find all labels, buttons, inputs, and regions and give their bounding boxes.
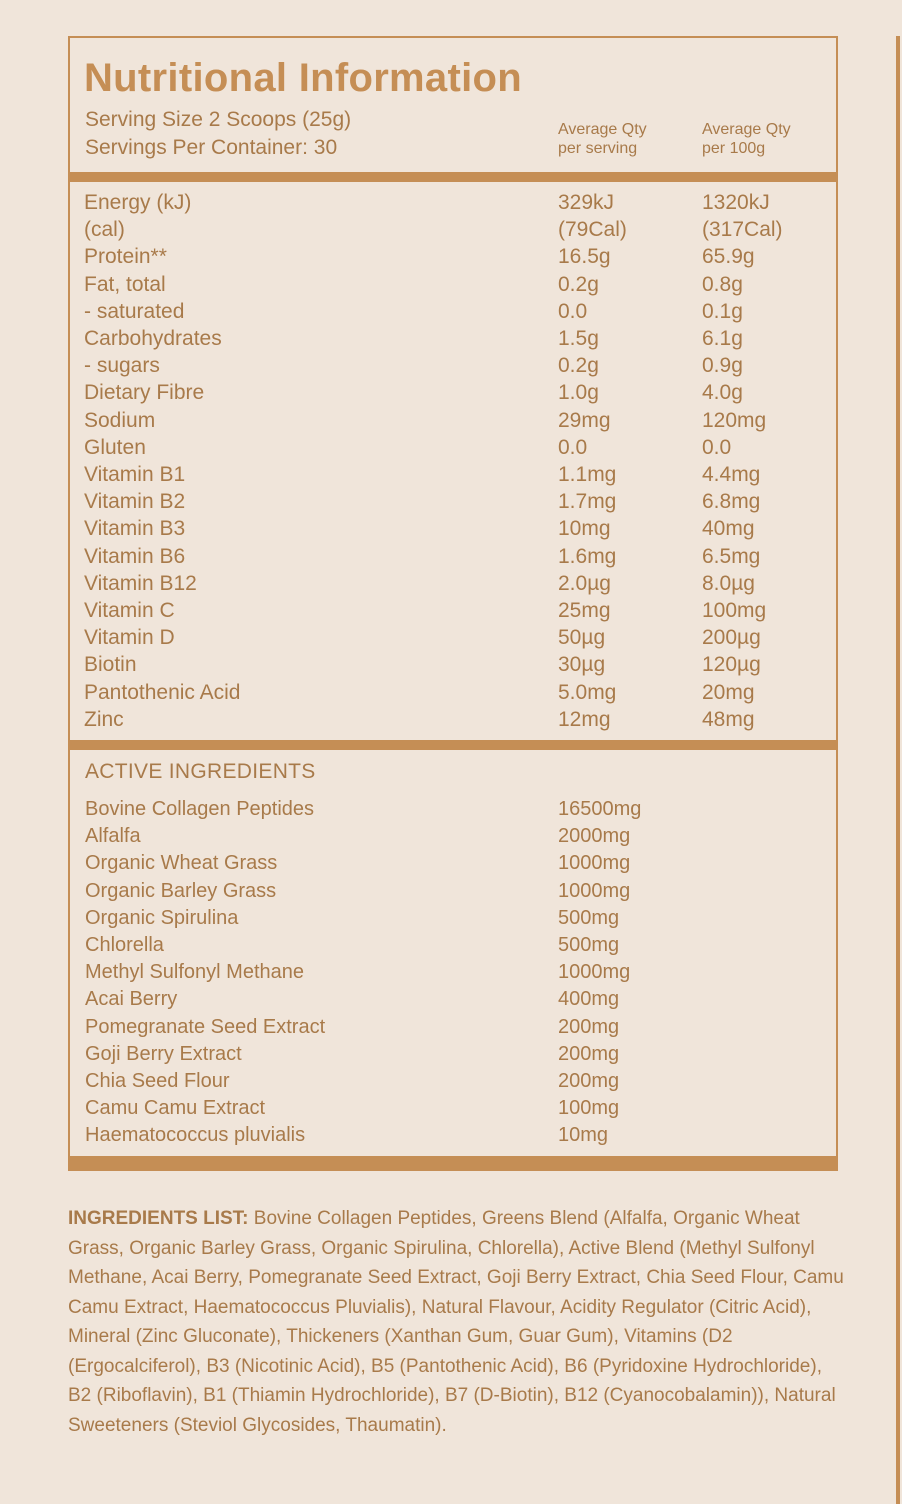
per-serving-value: 2.0µg — [558, 571, 611, 595]
table-row — [85, 1041, 825, 1068]
nutrient-name: Vitamin C — [84, 599, 175, 622]
nutrition-panel — [68, 36, 838, 1171]
right-edge-rule — [896, 36, 900, 1504]
per-100g-value: 48mg — [702, 707, 755, 731]
per-serving-value: 50µg — [558, 626, 606, 650]
per-serving-value: 1.5g — [558, 327, 599, 350]
table-row — [84, 189, 824, 216]
panel-title: Nutritional Information — [84, 56, 522, 100]
ingredient-name: Haematococcus pluvialis — [85, 1124, 306, 1147]
ingredient-name: Acai Berry — [85, 988, 178, 1011]
table-row — [85, 796, 825, 823]
table-row — [84, 570, 824, 597]
ingredient-amount: 1000mg — [558, 852, 631, 875]
column-header-per-serving — [558, 120, 647, 158]
column-header-line: Average Qty — [702, 121, 791, 138]
column-header-line: per serving — [558, 140, 638, 157]
nutrient-name: - sugars — [84, 354, 160, 378]
per-100g-value: 20mg — [702, 680, 755, 704]
ingredient-name: Alfalfa — [85, 825, 141, 848]
table-row — [85, 878, 825, 905]
table-row — [84, 515, 824, 542]
ingredients-label: INGREDIENTS LIST: — [68, 1208, 249, 1229]
table-row — [85, 1068, 825, 1095]
table-row — [85, 959, 825, 986]
per-100g-value: 200µg — [702, 626, 761, 650]
per-100g-value: 6.1g — [702, 327, 743, 350]
nutrient-name: - saturated — [84, 299, 185, 323]
table-row — [85, 1014, 825, 1041]
ingredient-amount: 200mg — [558, 1042, 620, 1065]
nutrient-name: Vitamin B2 — [84, 490, 186, 514]
per-100g-value: 8.0µg — [702, 571, 755, 595]
divider-bar — [70, 1156, 836, 1169]
nutrient-name: (cal) — [84, 218, 125, 242]
per-serving-value: (79Cal) — [558, 218, 627, 242]
ingredient-name: Organic Spirulina — [85, 906, 239, 929]
ingredient-name: Goji Berry Extract — [85, 1042, 242, 1065]
ingredient-amount: 200mg — [558, 1015, 620, 1038]
nutrient-name: Biotin — [84, 653, 137, 677]
per-100g-value: 120mg — [702, 408, 767, 432]
ingredient-name: Chlorella — [85, 934, 164, 956]
per-serving-value: 25mg — [558, 599, 611, 622]
ingredient-amount: 500mg — [558, 934, 620, 956]
column-header-line: Average Qty — [558, 121, 647, 138]
table-row — [84, 352, 824, 379]
ingredient-amount: 2000mg — [558, 825, 631, 848]
ingredient-name: Bovine Collagen Peptides — [85, 798, 315, 820]
ingredient-name: Methyl Sulfonyl Methane — [85, 961, 305, 984]
per-100g-value: 100mg — [702, 599, 767, 622]
nutrient-name: Energy (kJ) — [84, 191, 192, 214]
per-serving-value: 5.0mg — [558, 680, 617, 704]
per-100g-value: 120µg — [702, 653, 761, 677]
table-row — [84, 434, 824, 461]
per-serving-value: 10mg — [558, 517, 611, 541]
per-100g-value: 6.8mg — [702, 490, 761, 514]
ingredient-name: Organic Barley Grass — [85, 879, 277, 902]
nutrient-name: Dietary Fibre — [84, 381, 205, 405]
nutrient-name: Sodium — [84, 408, 156, 432]
table-row — [85, 850, 825, 877]
serving-info — [85, 106, 351, 162]
per-100g-value: 0.1g — [702, 299, 743, 323]
servings-per-container: Servings Per Container: 30 — [85, 136, 338, 159]
nutrient-name: Vitamin B3 — [84, 517, 186, 541]
table-row — [84, 461, 824, 488]
per-serving-value: 329kJ — [558, 191, 615, 214]
table-row — [84, 543, 824, 570]
table-row — [85, 932, 825, 959]
column-header-line: per 100g — [702, 140, 766, 157]
nutrient-name: Pantothenic Acid — [84, 680, 241, 704]
per-100g-value: 4.4mg — [702, 463, 761, 486]
divider-bar — [70, 740, 836, 750]
per-100g-value: 65.9g — [702, 245, 755, 269]
per-serving-value: 30µg — [558, 653, 606, 677]
active-ingredients-heading: ACTIVE INGREDIENTS — [85, 760, 316, 783]
ingredient-amount: 10mg — [558, 1124, 609, 1147]
ingredient-name: Chia Seed Flour — [85, 1070, 230, 1092]
table-row — [84, 216, 824, 243]
ingredients-text: Bovine Collagen Peptides, Greens Blend (Alfalfa, Organic Wheat Grass, Organic Barley Grass, Organic Spirulina, Chlorella), Active Blend (Methyl Sulfonyl Methane, Acai Berry, Pomegranate Seed Extract, Goji Berry Extract, Chia Seed Flour, Camu Camu Extract, Haematococcus Pluvialis), Natural Flavour, Acidity Regulator (Citric Acid), Mineral (Zinc Gluconate), Thickeners (Xanthan Gum, Guar Gum), Vitamins (D2 (Ergocalciferol), B3 (Nicotinic Acid), B5 (Pantothenic Acid), B6 (Pyridoxine Hydrochloride), B2 (Riboflavin), B1 (Thiamin Hydrochloride), B7 (D-Biotin), B12 (Cyanocobalamin)), Natural Sweeteners (Steviol Glycosides, Thaumatin). — [68, 1208, 844, 1436]
per-100g-value: (317Cal) — [702, 218, 783, 242]
table-row — [85, 1122, 825, 1149]
table-row — [84, 243, 824, 270]
nutrient-name: Fat, total — [84, 272, 166, 296]
ingredient-name: Pomegranate Seed Extract — [85, 1015, 326, 1038]
divider-bar — [70, 172, 836, 182]
per-100g-value: 6.5mg — [702, 544, 761, 568]
ingredient-amount: 1000mg — [558, 879, 631, 902]
nutrient-name: Gluten — [84, 435, 146, 459]
table-row — [84, 298, 824, 325]
table-row — [84, 379, 824, 406]
table-row — [84, 271, 824, 298]
nutrient-name: Vitamin B6 — [84, 544, 186, 568]
table-row — [84, 706, 824, 733]
per-100g-value: 0.9g — [702, 354, 743, 378]
per-serving-value: 0.2g — [558, 354, 599, 378]
table-row — [85, 905, 825, 932]
table-row — [84, 679, 824, 706]
per-100g-value: 1320kJ — [702, 191, 770, 214]
per-serving-value: 0.0 — [558, 435, 588, 459]
table-row — [84, 488, 824, 515]
per-serving-value: 16.5g — [558, 245, 611, 269]
column-header-per-100g — [702, 120, 791, 158]
ingredient-amount: 16500mg — [558, 798, 642, 820]
ingredients-list — [68, 1204, 848, 1440]
per-100g-value: 0.8g — [702, 272, 743, 296]
per-serving-value: 1.7mg — [558, 490, 617, 514]
ingredient-amount: 1000mg — [558, 961, 631, 984]
ingredient-name: Organic Wheat Grass — [85, 852, 278, 875]
ingredient-amount: 400mg — [558, 988, 620, 1011]
nutrient-name: Protein** — [84, 245, 167, 269]
nutrient-name: Vitamin B1 — [84, 463, 186, 486]
per-100g-value: 4.0g — [702, 381, 743, 405]
nutrient-name: Zinc — [84, 707, 124, 731]
table-row — [85, 1095, 825, 1122]
ingredient-amount: 500mg — [558, 906, 620, 929]
per-serving-value: 1.6mg — [558, 544, 617, 568]
per-serving-value: 29mg — [558, 408, 611, 432]
table-row — [84, 407, 824, 434]
per-serving-value: 1.1mg — [558, 463, 617, 486]
serving-size: Serving Size 2 Scoops (25g) — [85, 108, 352, 131]
table-row — [84, 325, 824, 352]
table-row — [84, 624, 824, 651]
ingredient-name: Camu Camu Extract — [85, 1097, 266, 1120]
table-row — [85, 986, 825, 1013]
per-serving-value: 0.2g — [558, 272, 599, 296]
ingredient-amount: 200mg — [558, 1070, 620, 1092]
table-row — [84, 651, 824, 678]
nutrient-name: Carbohydrates — [84, 327, 222, 350]
per-serving-value: 12mg — [558, 707, 611, 731]
nutrient-name: Vitamin B12 — [84, 571, 197, 595]
per-serving-value: 1.0g — [558, 381, 599, 405]
table-row — [84, 597, 824, 624]
per-serving-value: 0.0 — [558, 299, 588, 323]
per-100g-value: 40mg — [702, 517, 755, 541]
ingredient-amount: 100mg — [558, 1097, 620, 1120]
nutrient-name: Vitamin D — [84, 626, 175, 650]
per-100g-value: 0.0 — [702, 435, 732, 459]
table-row — [85, 823, 825, 850]
